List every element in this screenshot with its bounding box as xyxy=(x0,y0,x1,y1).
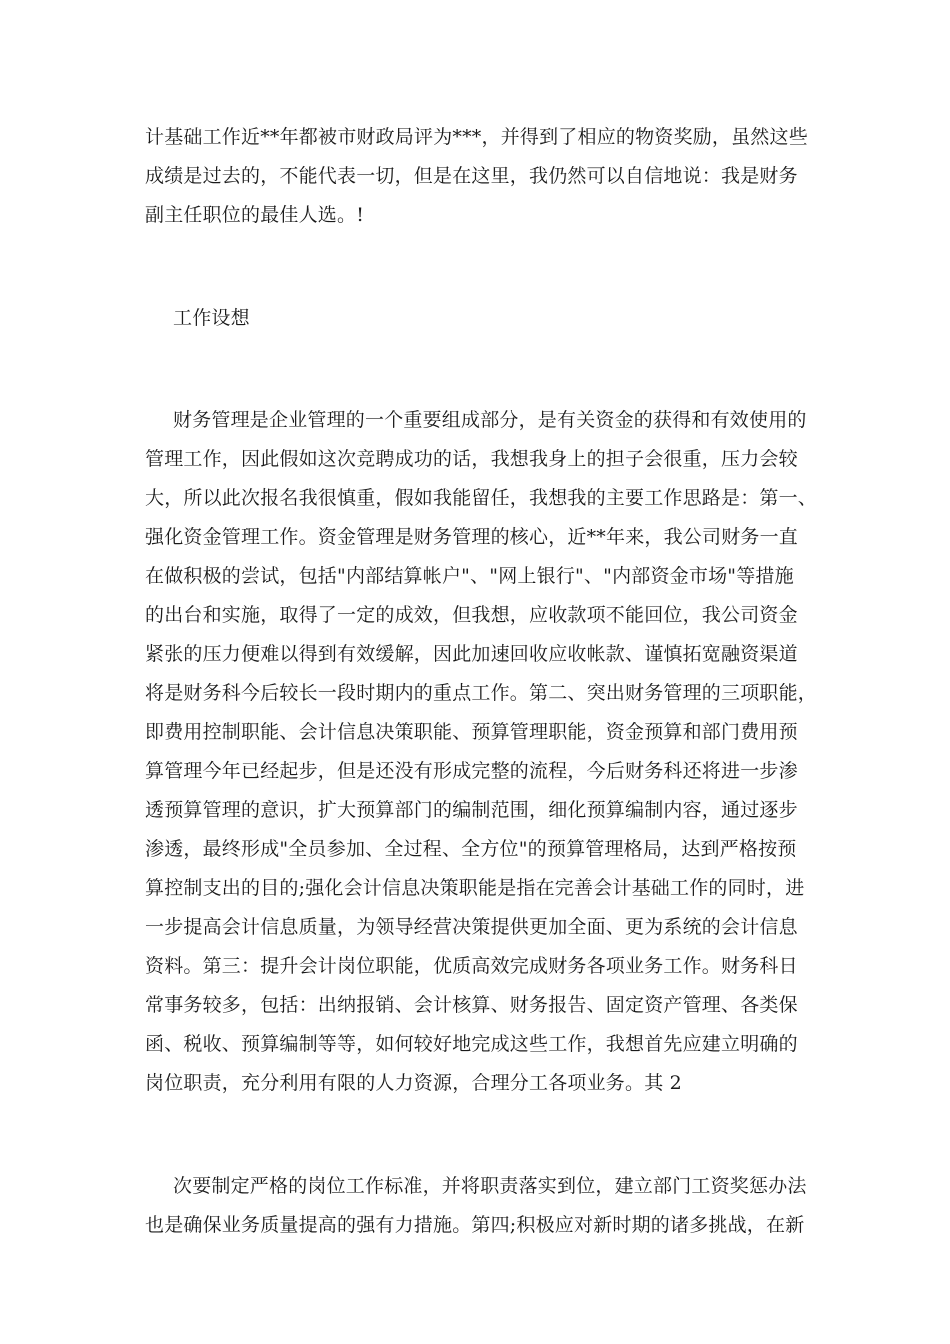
paragraph-line: 管理工作，因此假如这次竞聘成功的话，我想我身上的担子会很重，压力会较 xyxy=(145,448,798,470)
paragraph-line: 将是财务科今后较长一段时期内的重点工作。第二、突出财务管理的三项职能， xyxy=(145,682,818,704)
paragraph-line: 算管理今年已经起步，但是还没有形成完整的流程，今后财务科还将进一步渗 xyxy=(145,760,798,782)
paragraph-line: 资料。第三：提升会计岗位职能，优质高效完成财务各项业务工作。财务科日 xyxy=(145,955,798,977)
paragraph-line: 常事务较多，包括：出纳报销、会计核算、财务报告、固定资产管理、各类保 xyxy=(145,994,798,1016)
paragraph-line: 大，所以此次报名我很慎重，假如我能留任，我想我的主要工作思路是：第一、 xyxy=(145,487,818,509)
paragraph-line: 紧张的压力便难以得到有效缓解，因此加速回收应收帐款、谨慎拓宽融资渠道 xyxy=(145,643,798,665)
paragraph-line: 计基础工作近**年都被市财政局评为***，并得到了相应的物资奖励，虽然这些 xyxy=(145,126,808,148)
section-heading: 工作设想 xyxy=(173,307,250,329)
paragraph-line: 副主任职位的最佳人选。! xyxy=(145,204,365,226)
paragraph-line: 次要制定严格的岗位工作标准，并将职责落实到位，建立部门工资奖惩办法 xyxy=(173,1175,807,1197)
paragraph-line: 即费用控制职能、会计信息决策职能、预算管理职能，资金预算和部门费用预 xyxy=(145,721,798,743)
paragraph-line: 算控制支出的目的;强化会计信息决策职能是指在完善会计基础工作的同时，进 xyxy=(145,877,805,899)
paragraph-line: 强化资金管理工作。资金管理是财务管理的核心，近**年来，我公司财务一直 xyxy=(145,526,799,548)
paragraph-line: 函、税收、预算编制等等，如何较好地完成这些工作，我想首先应建立明确的 xyxy=(145,1033,798,1055)
paragraph-line: 渗透，最终形成"全员参加、全过程、全方位"的预算管理格局，达到严格按预 xyxy=(145,838,797,860)
paragraph-line: 的出台和实施，取得了一定的成效，但我想，应收款项不能回位，我公司资金 xyxy=(145,604,798,626)
paragraph-line: 财务管理是企业管理的一个重要组成部分，是有关资金的获得和有效使用的 xyxy=(173,409,807,431)
paragraph-line: 岗位职责，充分利用有限的人力资源，合理分工各项业务。其 2 xyxy=(145,1072,682,1094)
paragraph-line: 在做积极的尝试，包括"内部结算帐户"、"网上银行"、"内部资金市场"等措施 xyxy=(145,565,794,587)
paragraph-line: 透预算管理的意识，扩大预算部门的编制范围，细化预算编制内容，通过逐步 xyxy=(145,799,798,821)
paragraph-line: 也是确保业务质量提高的强有力措施。第四;积极应对新时期的诸多挑战，在新 xyxy=(145,1214,805,1236)
paragraph-line: 一步提高会计信息质量，为领导经营决策提供更加全面、更为系统的会计信息 xyxy=(145,916,798,938)
paragraph-line: 成绩是过去的，不能代表一切，但是在这里，我仍然可以自信地说：我是财务 xyxy=(145,165,798,187)
